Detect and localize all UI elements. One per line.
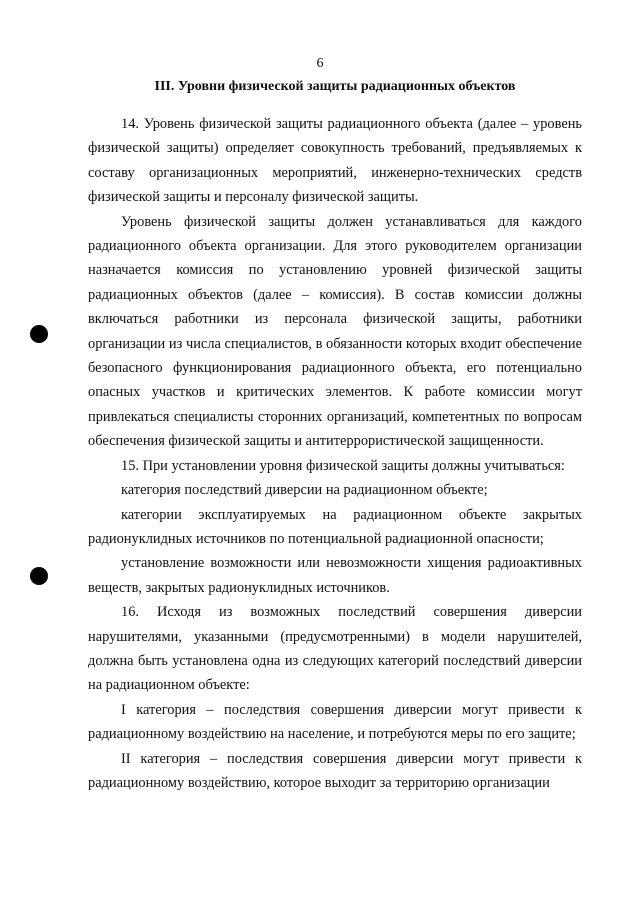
- body-text: [88, 112, 582, 795]
- paragraph-16: 16. Исходя из возможных последствий совершения диверсии нарушителями, указанными (предусмотренными) в модели нарушителей, должна быть установлена одна из следующих категорий последствий диверсии на радиационном объекте:: [88, 604, 582, 694]
- paragraph-15-item-1: категория последствий диверсии на радиационном объекте;: [121, 482, 488, 499]
- page-number: 6: [316, 56, 324, 71]
- paragraph-category-1: I категория – последствия совершения диверсии могут привести к радиационному воздействию на население, и потребуются меры по его защите;: [88, 701, 582, 743]
- paragraph-commission: Уровень физической защиты должен устанавливаться для каждого радиационного объекта организации. Для этого руководителем организации назначается комиссия по установлению уровней физической защиты радиационных объектов (далее – комиссия). В состав комиссии должны включаться работники из персонала физической защиты, работники организации из числа специалистов, в обязанности которых входит обеспечение безопасного функционирования радиационного объекта, его потенциально опасных участков и критических элементов. К работе комиссии могут привлекаться специалисты сторонних организаций, компетентных по вопросам обеспечения физической защиты и антитеррористической защищенности.: [88, 213, 582, 450]
- paragraph-15-item-2: категории эксплуатируемых на радиационном объекте закрытых радионуклидных источников по потенциальной радиационной опасности;: [88, 506, 582, 547]
- paragraph-category-2: II категория – последствия совершения диверсии могут привести к радиационному воздействию, которое выходит за территорию организации: [88, 750, 582, 791]
- binder-hole-bottom: [30, 567, 48, 585]
- paragraph-15-item-3: установление возможности или невозможности хищения радиоактивных веществ, закрытых радионуклидных источников.: [88, 555, 582, 596]
- binder-hole-top: [30, 325, 48, 343]
- paragraph-14: 14. Уровень физической защиты радиационного объекта (далее – уровень физической защиты) определяет совокупность требований, предъявляемых к составу организационных мероприятий, инженерно-технических средств физической защиты и персоналу физической защиты.: [88, 116, 582, 206]
- paragraph-15: 15. При установлении уровня физической защиты должны учитываться:: [121, 457, 565, 474]
- section-title: III. Уровни физической защиты радиационных объектов: [154, 79, 516, 94]
